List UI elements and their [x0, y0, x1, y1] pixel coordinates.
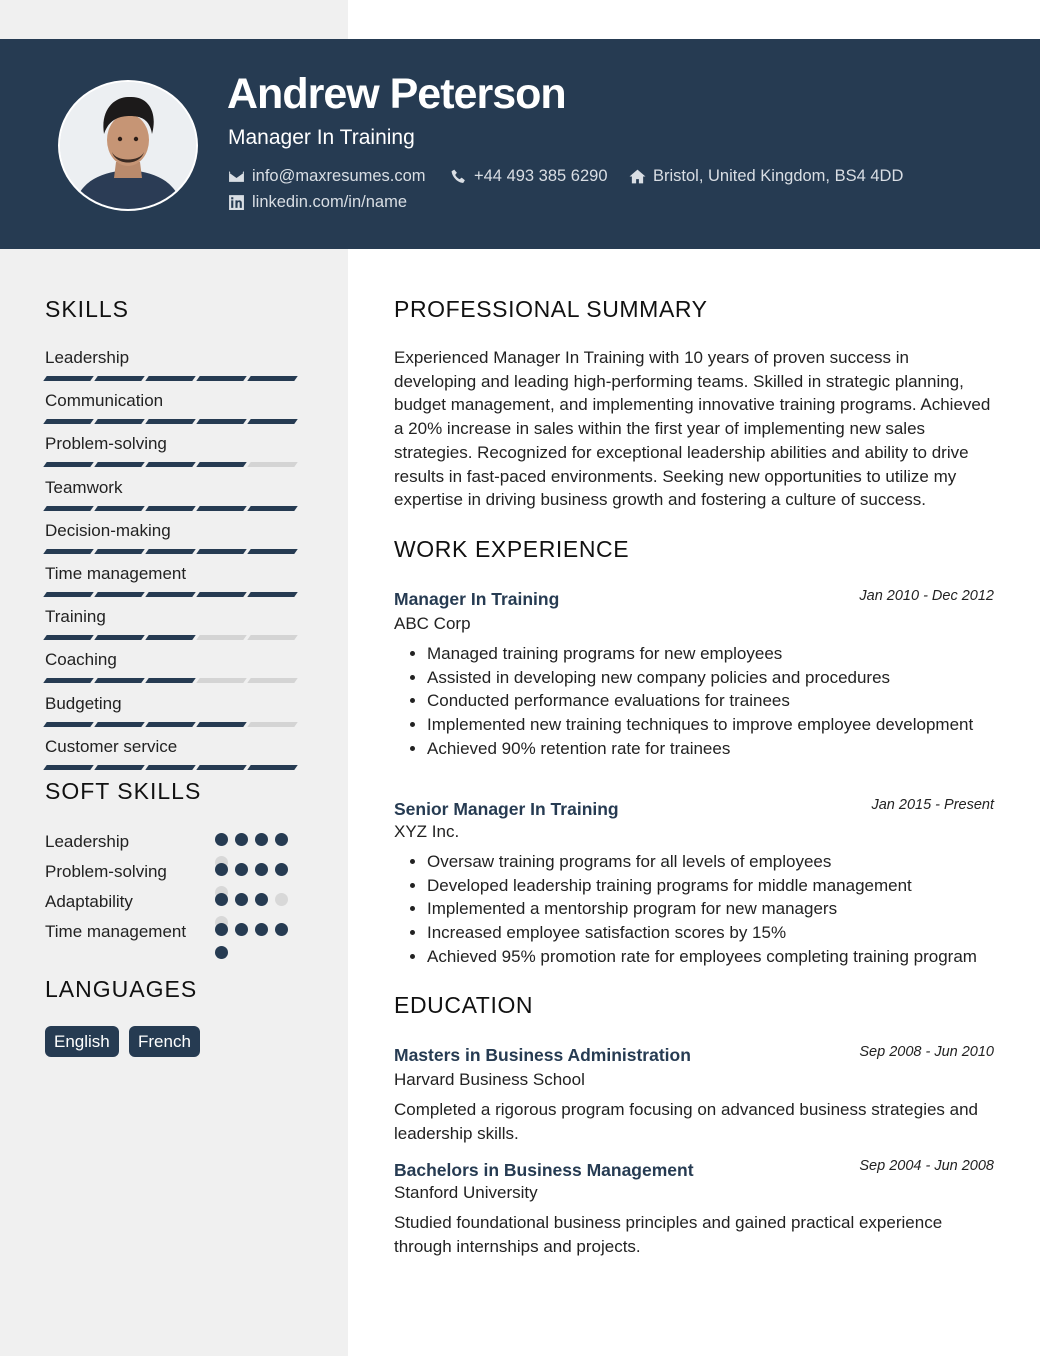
contact-linkedin[interactable] [228, 193, 407, 212]
job-bullets [394, 850, 987, 969]
rating-dot [255, 833, 268, 846]
soft-skill-rating-dots [215, 923, 295, 937]
education-school: Stanford University [394, 1183, 538, 1202]
rating-dot [215, 893, 228, 906]
rating-dot [215, 863, 228, 876]
soft-skills-heading: SOFT SKILLS [45, 778, 202, 804]
skill-label: Coaching [45, 650, 117, 670]
rating-segment [145, 635, 196, 640]
rating-segment [196, 635, 247, 640]
rating-segment [196, 722, 247, 727]
rating-segment [43, 549, 94, 554]
rating-segment [94, 549, 145, 554]
job-role: Senior Manager In Training [394, 799, 619, 819]
list-item: • Oversaw training programs for all levels of employees [427, 850, 987, 874]
rating-segment [196, 765, 247, 770]
list-item: • Implemented a mentorship program for new managers [427, 897, 987, 921]
rating-segment [145, 376, 196, 381]
rating-segment [94, 592, 145, 597]
rating-segment [247, 765, 298, 770]
email-text: info@maxresumes.com [252, 167, 426, 185]
rating-dot [275, 923, 288, 936]
rating-segment [145, 678, 196, 683]
education-heading: EDUCATION [394, 992, 534, 1018]
contact-email[interactable] [228, 167, 426, 186]
rating-dot [275, 863, 288, 876]
skill-row [45, 434, 302, 474]
rating-segment [94, 376, 145, 381]
rating-segment [43, 462, 94, 467]
skills-heading: SKILLS [45, 296, 129, 322]
rating-segment [247, 592, 298, 597]
rating-segment [145, 462, 196, 467]
rating-dot [275, 893, 288, 906]
rating-segment [43, 506, 94, 511]
rating-segment [196, 678, 247, 683]
job-company: ABC Corp [394, 614, 471, 633]
rating-segment [196, 592, 247, 597]
skill-label: Training [45, 607, 106, 627]
languages-heading: LANGUAGES [45, 976, 198, 1002]
skill-row [45, 564, 302, 604]
experience-heading: WORK EXPERIENCE [394, 536, 630, 562]
avatar [58, 80, 198, 211]
skill-rating-bar [45, 722, 302, 727]
rating-segment [196, 462, 247, 467]
soft-skill-label: Leadership [45, 832, 130, 851]
rating-segment [196, 419, 247, 424]
linkedin-text: linkedin.com/in/name [252, 193, 407, 211]
rating-dot [235, 923, 248, 936]
skill-row [45, 478, 302, 518]
rating-segment [196, 376, 247, 381]
skill-rating-bar [45, 419, 302, 424]
summary-heading: PROFESSIONAL SUMMARY [394, 296, 708, 322]
skill-row [45, 391, 302, 431]
list-item: • Implemented new training techniques to improve employee development [427, 713, 987, 737]
rating-segment [43, 765, 94, 770]
soft-skill-label: Adaptability [45, 892, 133, 911]
rating-segment [145, 592, 196, 597]
rating-segment [247, 419, 298, 424]
soft-skill-label: Time management [45, 922, 187, 941]
phone-icon [450, 168, 467, 185]
skill-rating-bar [45, 765, 302, 770]
skill-label: Customer service [45, 736, 178, 756]
list-item: • Managed training programs for new employees [427, 642, 987, 666]
language-tag: French [129, 1026, 200, 1057]
rating-segment [94, 419, 145, 424]
rating-dot [255, 893, 268, 906]
job-role: Manager In Training [394, 589, 560, 609]
rating-dot [215, 946, 228, 959]
education-description: Completed a rigorous program focusing on advanced business strategies and leadership skills. [394, 1100, 979, 1143]
soft-skill-row [45, 920, 285, 944]
rating-dot [235, 833, 248, 846]
list-item: • Conducted performance evaluations for trainees [427, 689, 987, 713]
rating-segment [43, 592, 94, 597]
skill-rating-bar [45, 376, 302, 381]
rating-segment [196, 549, 247, 554]
soft-skill-row [45, 830, 285, 854]
rating-segment [94, 722, 145, 727]
skill-rating-bar [45, 506, 302, 511]
rating-segment [247, 549, 298, 554]
linkedin-icon [228, 194, 245, 211]
job-title: Manager In Training [228, 126, 415, 149]
rating-segment [247, 678, 298, 683]
rating-segment [94, 462, 145, 467]
rating-segment [94, 635, 145, 640]
rating-segment [196, 506, 247, 511]
rating-segment [94, 678, 145, 683]
education-degree: Bachelors in Business Management [394, 1160, 694, 1180]
job-dates: Jan 2010 - Dec 2012 [859, 588, 994, 604]
education-description: Studied foundational business principles and gained practical experience through internships and projects. [394, 1213, 943, 1256]
rating-segment [145, 549, 196, 554]
rating-dot [275, 833, 288, 846]
skill-rating-bar [45, 462, 302, 467]
rating-segment [43, 722, 94, 727]
skill-label: Budgeting [45, 693, 122, 713]
soft-skill-rating-dots [215, 833, 295, 847]
skill-row [45, 521, 302, 561]
soft-skill-rating-dots [215, 863, 295, 877]
rating-segment [145, 722, 196, 727]
envelope-icon [228, 168, 245, 185]
list-item: • Developed leadership training programs for middle management [427, 874, 987, 898]
rating-dot [255, 923, 268, 936]
education-dates: Sep 2008 - Jun 2010 [859, 1044, 994, 1060]
soft-skill-row [45, 890, 285, 914]
skill-label: Time management [45, 564, 187, 583]
rating-segment [247, 722, 298, 727]
summary-text: Experienced Manager In Training with 10 years of proven success in developing and leading high-performing teams. Skilled in strategic planning, budget management, and implementing innovative training programs. Achieved a 20% increase in sales within the first year of implementing new sales strategies. Recognized for exceptional leadership abilities and ability to drive results in fast-paced environments. Seeking new opportunities to utilize my expertise in driving business growth and fostering a culture of success. [394, 348, 991, 510]
education-school: Harvard Business School [394, 1070, 585, 1089]
rating-dot [235, 863, 248, 876]
rating-dot [255, 863, 268, 876]
rating-segment [43, 376, 94, 381]
soft-skill-row [45, 860, 285, 884]
rating-dot [215, 833, 228, 846]
rating-segment [94, 765, 145, 770]
rating-segment [145, 506, 196, 511]
list-item: • Assisted in developing new company policies and procedures [427, 666, 987, 690]
phone-text: +44 493 385 6290 [474, 167, 608, 185]
list-item: • Increased employee satisfaction scores by 15% [427, 921, 987, 945]
education-degree: Masters in Business Administration [394, 1045, 691, 1065]
skill-rating-bar [45, 549, 302, 554]
list-item: • Achieved 90% retention rate for trainees [427, 737, 987, 761]
soft-skill-label: Problem-solving [45, 862, 167, 881]
rating-segment [43, 419, 94, 424]
rating-segment [94, 506, 145, 511]
skill-label: Communication [45, 391, 164, 411]
soft-skill-rating-dots [215, 893, 295, 907]
job-bullets [394, 642, 987, 761]
skill-label: Leadership [45, 348, 130, 367]
skill-label: Decision-making [45, 520, 171, 540]
rating-dot [235, 893, 248, 906]
skill-rating-bar [45, 678, 302, 683]
skill-row [45, 348, 302, 388]
rating-dot [215, 923, 228, 936]
skill-row [45, 650, 302, 690]
rating-segment [145, 419, 196, 424]
education-dates: Sep 2004 - Jun 2008 [859, 1158, 994, 1174]
list-item: • Achieved 95% promotion rate for employees completing training program [427, 945, 987, 969]
rating-segment [247, 462, 298, 467]
skill-rating-bar [45, 592, 302, 597]
skill-row [45, 694, 302, 734]
address-text: Bristol, United Kingdom, BS4 4DD [653, 167, 904, 185]
rating-segment [247, 506, 298, 511]
rating-segment [247, 635, 298, 640]
rating-segment [247, 376, 298, 381]
rating-segment [43, 678, 94, 683]
language-tag: English [45, 1026, 119, 1057]
contact-phone[interactable] [450, 167, 608, 186]
rating-segment [43, 635, 94, 640]
job-dates: Jan 2015 - Present [871, 797, 994, 813]
job-company: XYZ Inc. [394, 822, 460, 841]
skill-rating-bar [45, 635, 302, 640]
home-icon [629, 168, 646, 185]
skill-row [45, 607, 302, 647]
candidate-name: Andrew Peterson [227, 70, 566, 118]
rating-segment [145, 765, 196, 770]
contact-address [629, 167, 903, 186]
profile-photo-icon [60, 82, 196, 209]
skill-label: Teamwork [45, 477, 123, 497]
skill-row [45, 737, 302, 777]
skill-label: Problem-solving [45, 434, 167, 454]
